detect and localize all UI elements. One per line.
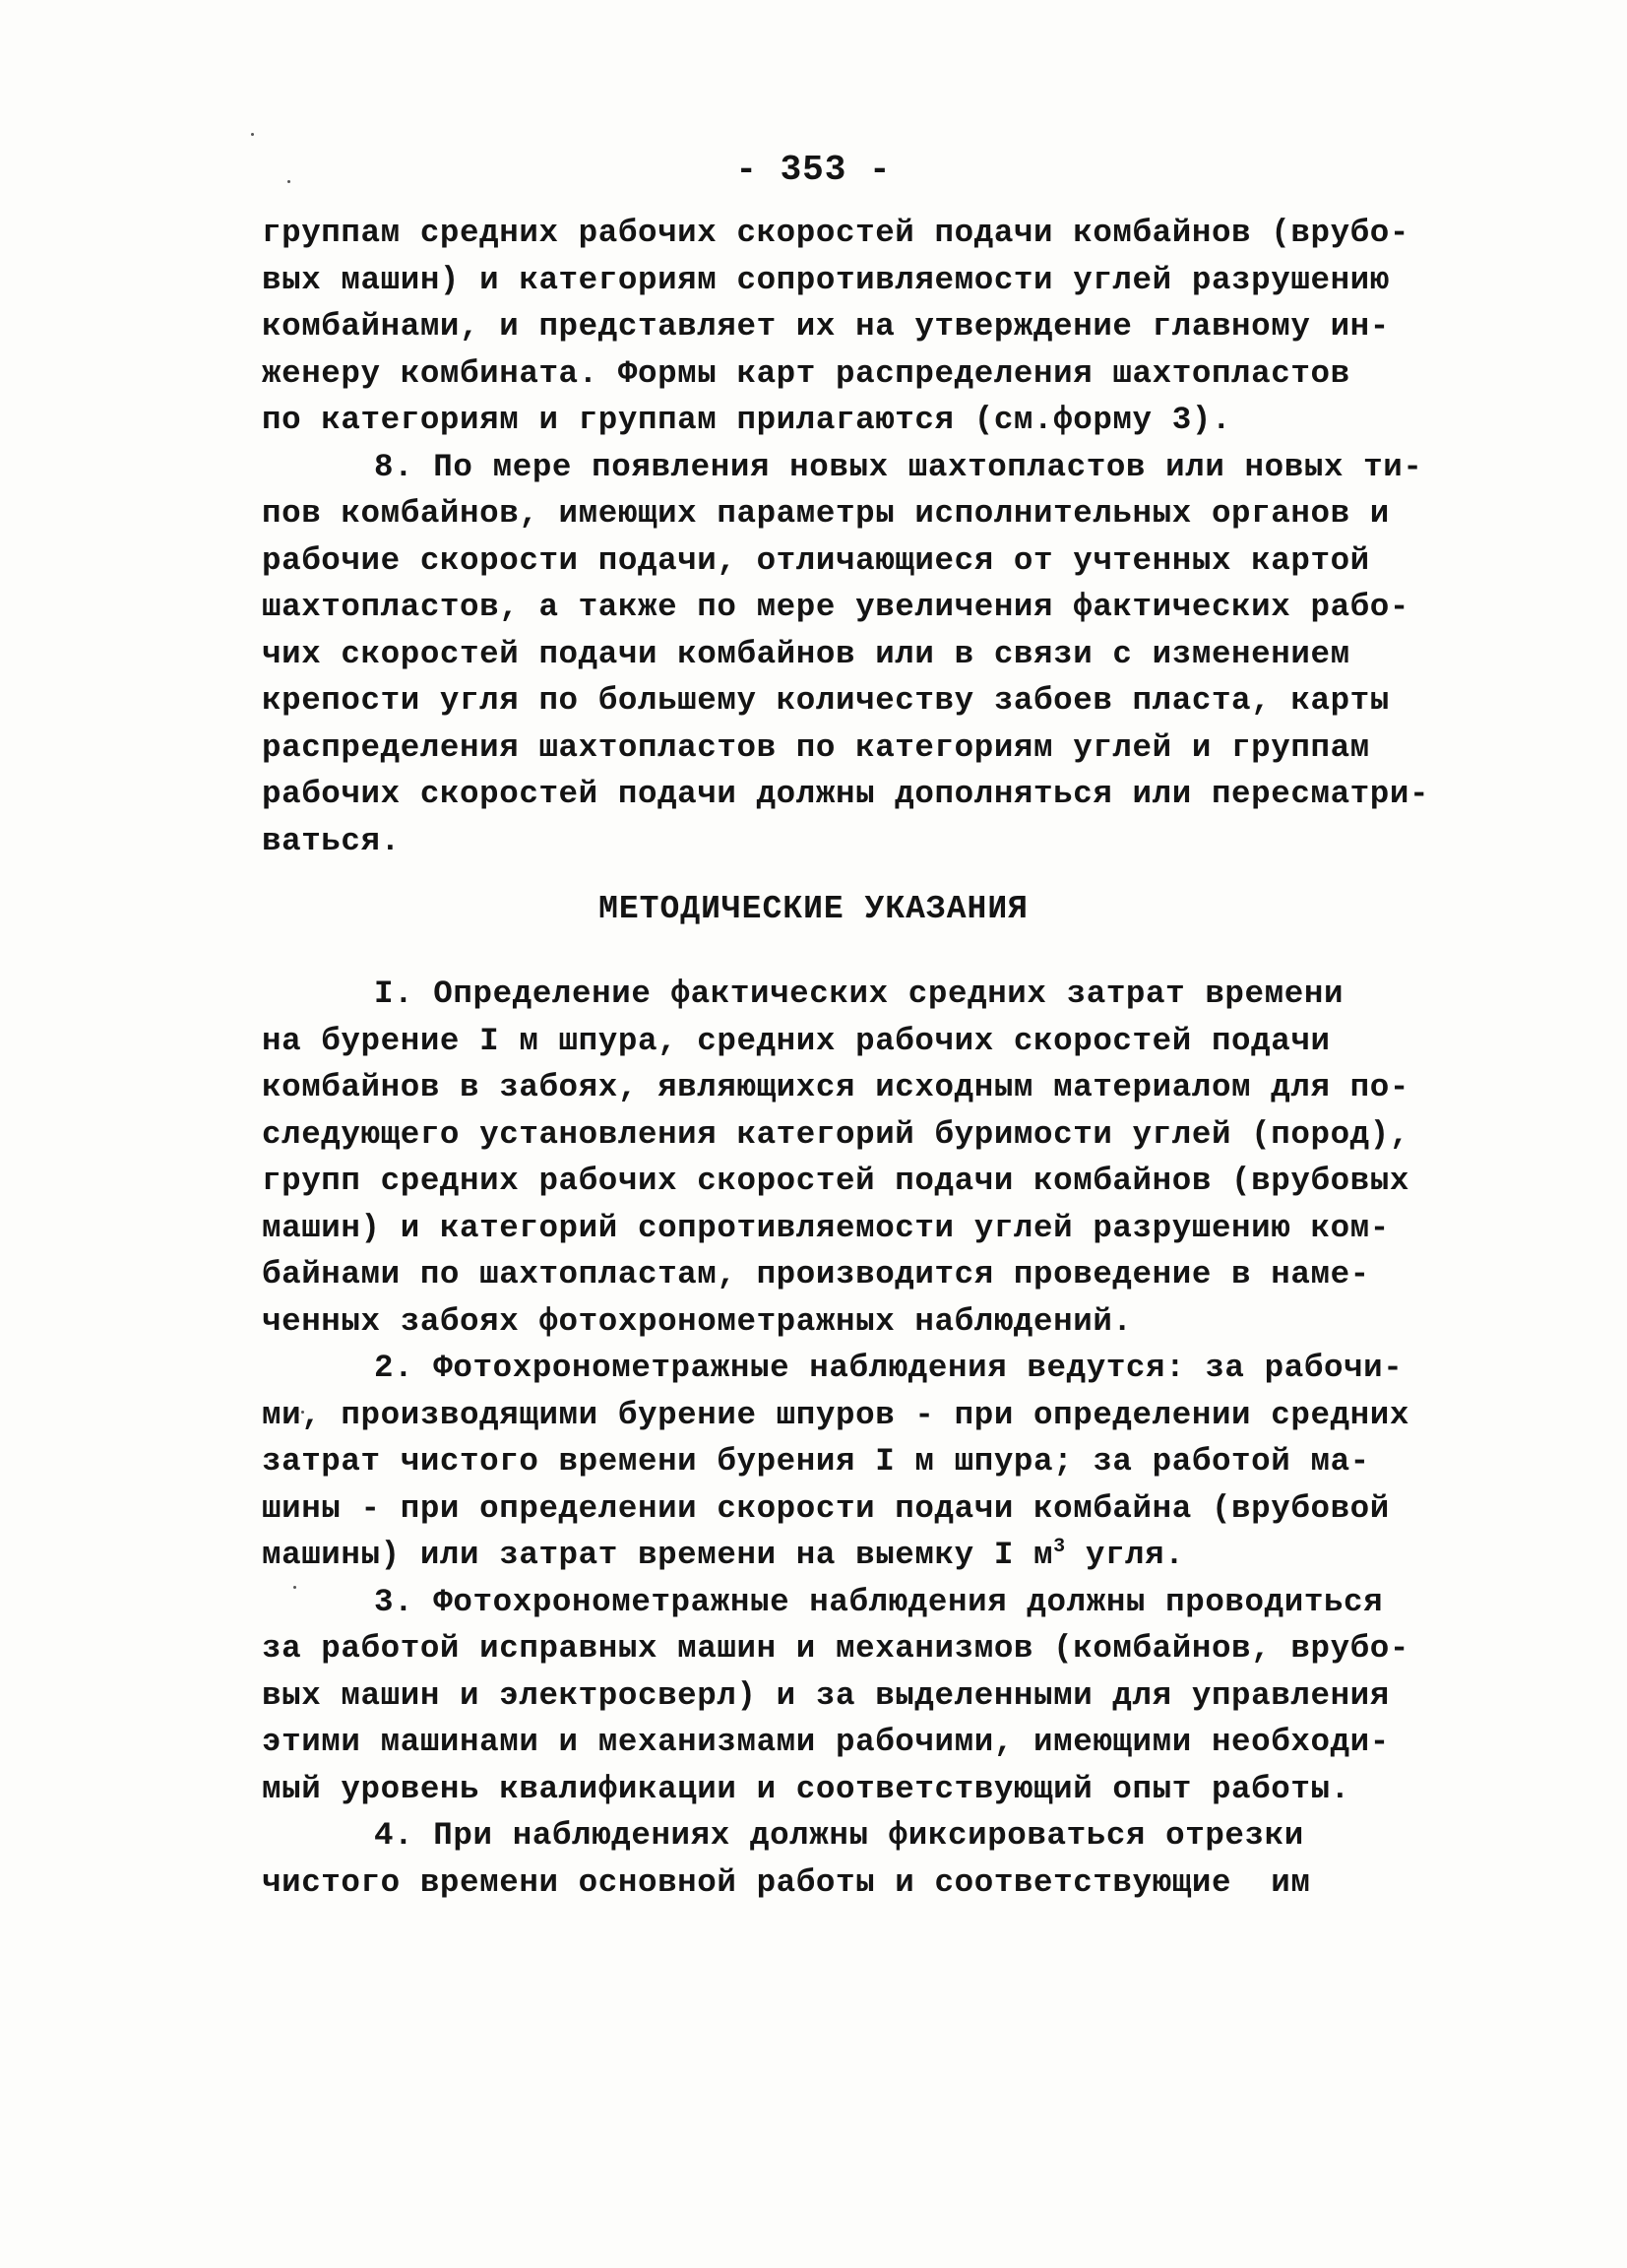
text-line: чистого времени основной работы и соответствующие им bbox=[262, 1863, 1311, 1901]
superscript-cube: 3 bbox=[1053, 1536, 1066, 1559]
text-line: вых машин и электросверл) и за выделенными для управления bbox=[262, 1676, 1390, 1714]
text-line: рабочих скоростей подачи должны дополняться или пересматри- bbox=[262, 776, 1430, 812]
text-block-lower bbox=[262, 971, 1409, 1906]
text-line: мый уровень квалификации и соответствующий опыт работы. bbox=[262, 1770, 1350, 1807]
text-line: следующего установления категорий буримости углей (пород), bbox=[262, 1115, 1409, 1153]
text-line: шахтопластов, а также по мере увеличения фактических рабо- bbox=[262, 589, 1409, 625]
text-fragment: угля. bbox=[1065, 1537, 1185, 1573]
text-line: вых машин) и категориям сопротивляемости углей разрушению bbox=[262, 261, 1390, 298]
text-line: женеру комбината. Формы карт распределения шахтопластов bbox=[262, 354, 1350, 392]
text-block-upper bbox=[262, 210, 1430, 864]
page-number: - 353 - bbox=[735, 150, 892, 190]
text-line: за работой исправных машин и механизмов (комбайнов, врубо- bbox=[262, 1630, 1409, 1667]
text-line-with-superscript bbox=[262, 1532, 1374, 1579]
text-line: ми, производящими бурение шпуров - при определении средних bbox=[262, 1396, 1409, 1433]
text-line: пов комбайнов, имеющих параметры исполнительных органов и bbox=[262, 495, 1390, 532]
item-1-first-line: I. Определение фактических средних затрат времени bbox=[374, 976, 1345, 1012]
paragraph-8-first-line: 8. По мере появления новых шахтопластов или новых ти- bbox=[374, 448, 1423, 485]
text-line: комбайнами, и представляет их на утверждение главному ин- bbox=[262, 308, 1390, 345]
text-line: групп средних рабочих скоростей подачи комбайнов (врубовых bbox=[262, 1163, 1409, 1199]
text-line: рабочие скорости подачи, отличающиеся от учтенных картой bbox=[262, 541, 1370, 579]
text-line: комбайнов в забоях, являющихся исходным материалом для по- bbox=[262, 1069, 1409, 1105]
item-4-first-line: 4. При наблюдениях должны фиксироваться отрезки bbox=[374, 1817, 1304, 1854]
text-line: ваться. bbox=[262, 822, 401, 859]
scan-speck bbox=[251, 133, 254, 136]
text-line: байнами по шахтопластам, производится проведение в наме- bbox=[262, 1256, 1370, 1292]
text-line: ченных забоях фотохронометражных наблюдений. bbox=[262, 1302, 1133, 1340]
text-line: чих скоростей подачи комбайнов или в связи с изменением bbox=[262, 635, 1350, 672]
text-line: машин) и категорий сопротивляемости углей разрушению ком- bbox=[262, 1209, 1390, 1246]
section-heading: МЕТОДИЧЕСКИЕ УКАЗАНИЯ bbox=[598, 891, 1029, 927]
text-line: затрат чистого времени бурения I м шпура; за работой ма- bbox=[262, 1443, 1370, 1480]
text-line: этими машинами и механизмами рабочими, имеющими необходи- bbox=[262, 1724, 1390, 1760]
item-2-first-line: 2. Фотохронометражные наблюдения ведутся: за рабочи- bbox=[374, 1350, 1404, 1386]
text-line: на бурение I м шпура, средних рабочих скоростей подачи bbox=[262, 1022, 1331, 1059]
text-line: распределения шахтопластов по категориям углей и группам bbox=[262, 728, 1370, 766]
text-line: шины - при определении скорости подачи комбайна (врубовой bbox=[262, 1489, 1390, 1527]
text-line: по категориям и группам прилагаются (см.форму 3). bbox=[262, 402, 1232, 438]
text-line: группам средних рабочих скоростей подачи комбайнов (врубо- bbox=[262, 215, 1409, 251]
text-line: крепости угля по большему количеству забоев пласта, карты bbox=[262, 682, 1390, 719]
item-3-first-line: 3. Фотохронометражные наблюдения должны проводиться bbox=[374, 1583, 1384, 1620]
text-fragment: машины) или затрат времени на выемку I м bbox=[262, 1537, 1054, 1573]
